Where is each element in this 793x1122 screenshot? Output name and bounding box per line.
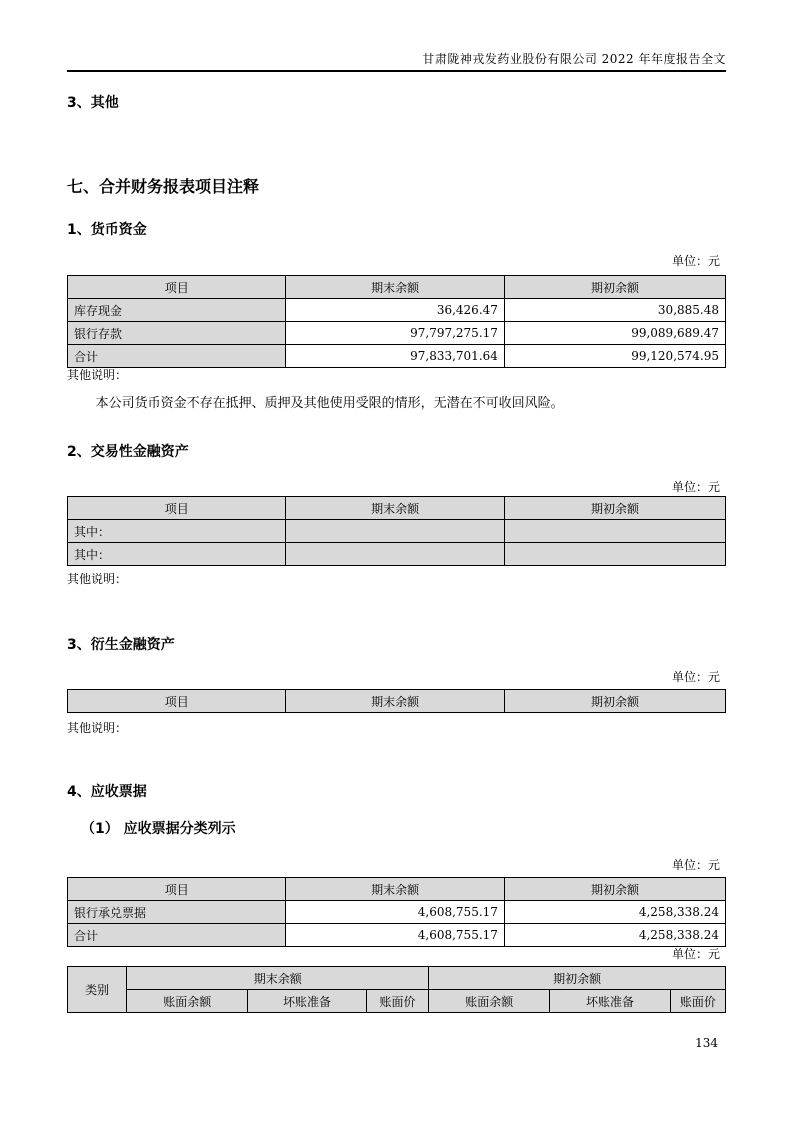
cell-item: 其中： [68,543,286,566]
cell-value: 4,258,338.24 [504,901,725,924]
table-row [68,322,726,345]
section-title-consolidated-notes: 七、合并财务报表项目注释 [67,177,260,196]
table-row [68,345,726,368]
header-cell-closing-group: 期末余额 [127,967,429,990]
subsection-title-cash: 1、货币资金 [67,222,147,238]
header-rule [67,70,726,72]
cell-value: 97,797,275.17 [286,322,504,345]
header-cell-opening: 期初余额 [504,690,725,713]
trading-assets-table [67,496,726,566]
header-cell-opening: 期初余额 [504,497,725,520]
cell-value [504,543,725,566]
receivable-classification-table [67,966,726,1013]
table-header-row [68,878,726,901]
table-row [68,901,726,924]
header-cell-closing: 期末余额 [286,878,504,901]
section-title-other: 3、其他 [67,95,119,111]
other-notes-label: 其他说明： [67,721,128,735]
unit-label-derivative: 单位：元 [671,670,720,684]
cell-item: 银行存款 [68,322,286,345]
cell-value: 4,608,755.17 [286,924,504,947]
cash-note-paragraph: 本公司货币资金不存在抵押、质押及其他使用受限的情形，无潜在不可收回风险。 [95,396,564,411]
header-cell-item: 项目 [68,497,286,520]
cell-value: 97,833,701.64 [286,345,504,368]
page-number: 134 [695,1036,718,1050]
cell-item: 其中： [68,520,286,543]
subheader-book-balance: 账面余额 [127,990,248,1013]
other-notes-label: 其他说明： [67,572,128,586]
cell-value [286,543,504,566]
header-cell-item: 项目 [68,276,286,299]
header-cell-opening: 期初余额 [504,276,725,299]
cell-value: 99,089,689.47 [504,322,725,345]
header-cell-item: 项目 [68,878,286,901]
cash-table [67,275,726,368]
table-header-row [68,497,726,520]
table-header-row [68,967,726,990]
table-header-row [68,690,726,713]
table-row [68,924,726,947]
unit-label-cash: 单位：元 [671,254,720,268]
subheader-bad-debt: 坏账准备 [550,990,670,1013]
subsection-subtitle-classification: （1） 应收票据分类列示 [81,821,236,837]
subheader-book-balance: 账面余额 [429,990,550,1013]
cell-value [504,520,725,543]
header-cell-opening: 期初余额 [504,878,725,901]
header-cell-closing: 期末余额 [286,497,504,520]
subheader-book-value: 账面价 [670,990,725,1013]
unit-label-receivable: 单位：元 [671,858,720,872]
header-cell-item: 项目 [68,690,286,713]
table-row [68,543,726,566]
subsection-title-derivative-assets: 3、衍生金融资产 [67,637,175,653]
report-header-title: 甘肃陇神戎发药业股份有限公司 2022 年年度报告全文 [422,52,726,66]
derivative-assets-table [67,689,726,713]
unit-label-trading: 单位：元 [671,480,720,494]
table-row [68,299,726,322]
cell-item: 银行承兑票据 [68,901,286,924]
cell-item: 合计 [68,345,286,368]
unit-label-classification: 单位：元 [671,947,720,961]
cell-value: 4,258,338.24 [504,924,725,947]
table-header-row [68,276,726,299]
cell-item: 库存现金 [68,299,286,322]
other-notes-label: 其他说明： [67,368,128,382]
cell-value: 99,120,574.95 [504,345,725,368]
header-cell-closing: 期末余额 [286,276,504,299]
header-cell-closing: 期末余额 [286,690,504,713]
header-cell-opening-group: 期初余额 [429,967,726,990]
cell-value [286,520,504,543]
subheader-book-value: 账面价 [366,990,429,1013]
cell-value: 30,885.48 [504,299,725,322]
subsection-title-trading-assets: 2、交易性金融资产 [67,444,189,460]
subheader-bad-debt: 坏账准备 [248,990,366,1013]
cell-item: 合计 [68,924,286,947]
header-cell-category: 类别 [68,967,127,1013]
subsection-title-notes-receivable: 4、应收票据 [67,784,147,800]
notes-receivable-table [67,877,726,947]
table-subheader-row [68,990,726,1013]
cell-value: 4,608,755.17 [286,901,504,924]
table-row [68,520,726,543]
cell-value: 36,426.47 [286,299,504,322]
